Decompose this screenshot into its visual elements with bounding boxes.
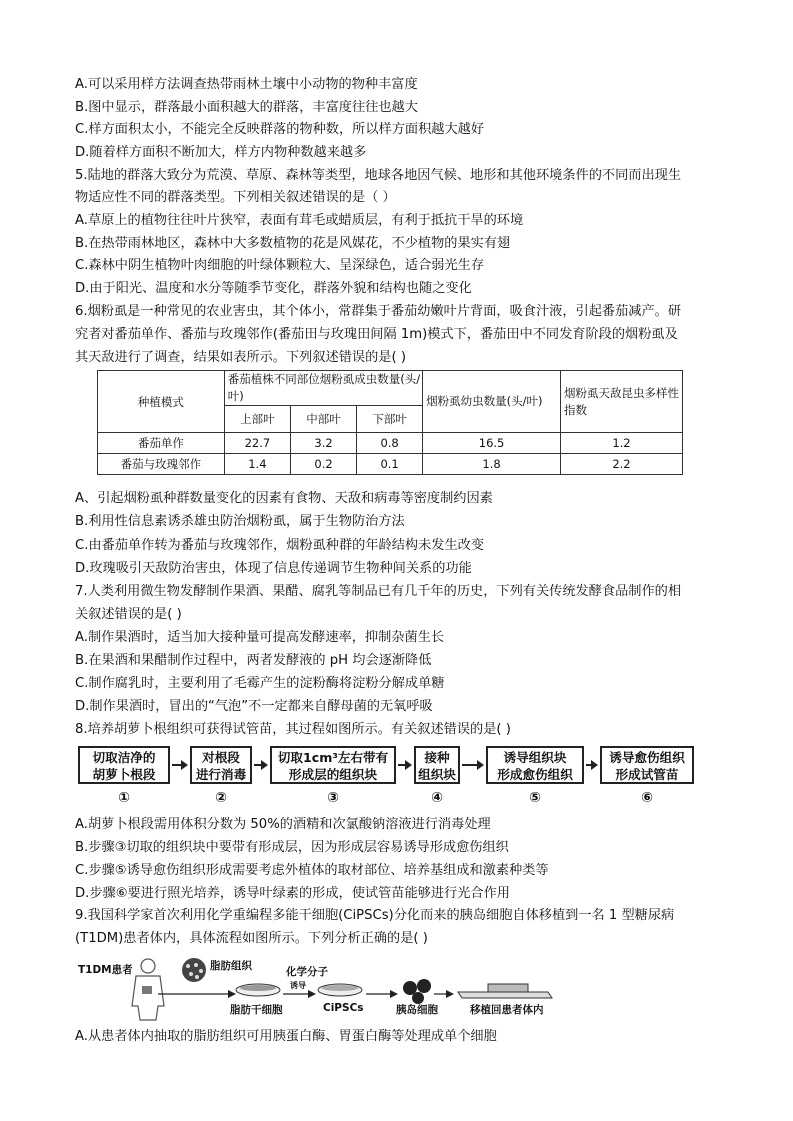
question-text-line: 究者对番茄单作、番茄与玫瑰邻作(番茄田与玫瑰田间隔 1m)模式下，番茄田中不同发育阶段的烟粉虱及 [75, 327, 678, 342]
question-text-line: A.从患者体内抽取的脂肪组织可用胰蛋白酶、胃蛋白酶等处理成单个细胞 [75, 1029, 497, 1044]
flow-arrow [462, 764, 482, 766]
label-cipscs: CiPSCs [323, 1002, 364, 1014]
step-number: ⑤ [529, 790, 541, 806]
row-mode: 番茄单作 [98, 433, 225, 454]
header-upper-leaf: 上部叶 [224, 406, 290, 433]
step-number: ④ [431, 790, 443, 806]
row-middle: 0.2 [290, 454, 356, 475]
question-text-line: 其天敌进行了调查，结果如表所示。下列叙述错误的是( ) [75, 350, 406, 365]
label-fat-stem-cell: 脂肪干细胞 [230, 1004, 283, 1016]
flow-step-text: 组织块 [418, 767, 456, 782]
flow-step-6 [600, 746, 694, 784]
row-middle: 3.2 [290, 433, 356, 454]
question-text-line: 8.培养胡萝卜根组织可获得试管苗，其过程如图所示。有关叙述错误的是( ) [75, 722, 511, 737]
question-text-line: A.草原上的植物往往叶片狭窄，表面有茸毛或蜡质层，有利于抵抗干旱的环境 [75, 213, 524, 228]
question-text-line: 物适应性不同的群落类型。下列相关叙述错误的是（ ） [75, 190, 396, 205]
flow-step-text: 诱导组织块 [503, 750, 567, 765]
question-text-line: C.样方面积太小，不能完全反映群落的物种数，所以样方面积越大越好 [75, 122, 485, 137]
question-text-line: B.步骤③切取的组织块中要带有形成层，因为形成层容易诱导形成愈伤组织 [75, 840, 509, 855]
step-number: ③ [327, 790, 339, 806]
question-text-line: C.步骤⑤诱导愈伤组织形成需要考虑外植体的取材部位、培养基组成和激素种类等 [75, 863, 549, 878]
flow-step-text: 进行消毒 [195, 767, 247, 782]
label-transplant-back: 移植回患者体内 [470, 1004, 544, 1016]
header-planting-mode: 种植模式 [98, 371, 225, 433]
carrot-culture-flowchart [78, 746, 718, 810]
question-text-line: D.由于阳光、温度和水分等随季节变化，群落外貌和结构也随之变化 [75, 281, 472, 296]
row-lower: 0.8 [357, 433, 423, 454]
question-text-line: D.随着样方面积不断加大，样方内物种数越来越多 [75, 145, 367, 160]
question-text-line: A.制作果酒时，适当加大接种量可提高发酵速率，抑制杂菌生长 [75, 630, 445, 645]
label-fat-tissue: 脂肪组织 [210, 960, 252, 972]
question-text-line: (T1DM)患者体内，具体流程如图所示。下列分析正确的是( ) [75, 931, 428, 946]
question-text-line: A、引起烟粉虱种群数量变化的因素有食物、天敌和病毒等密度制约因素 [75, 491, 493, 506]
header-enemy-diversity: 烟粉虱天敌昆虫多样性指数 [560, 371, 682, 433]
question-text-line: 关叙述错误的是( ) [75, 607, 182, 622]
row-nymph: 16.5 [423, 433, 561, 454]
flow-step-text: 形成愈伤组织 [497, 767, 573, 782]
question-text-line: 7.人类利用微生物发酵制作果酒、果醋、腐乳等制品已有几千年的历史，下列有关传统发酵食品制作的相 [75, 584, 682, 599]
question-text-line: B.在热带雨林地区，森林中大多数植物的花是风媒花，不少植物的果实有翅 [75, 236, 511, 251]
question-text-line: D.玫瑰吸引天敌防治害虫，体现了信息传递调节生物种间关系的功能 [75, 561, 472, 576]
question-text-line: B.图中显示，群落最小面积越大的群落，丰富度往往也越大 [75, 100, 418, 115]
question-text-line: 9.我国科学家首次利用化学重编程多能干细胞(CiPSCs)分化而来的胰岛细胞自体移植到一名 1 型糖尿病 [75, 908, 675, 923]
row-upper: 1.4 [224, 454, 290, 475]
question-text-line: B.在果酒和果醋制作过程中，两者发酵液的 pH 均会逐渐降低 [75, 653, 432, 668]
table-row [98, 454, 683, 475]
header-lower-leaf: 下部叶 [357, 406, 423, 433]
flow-step-text: 诱导愈伤组织 [609, 750, 685, 765]
label-induce: 诱导 [290, 981, 306, 990]
flow-step-1 [78, 746, 170, 784]
row-mode: 番茄与玫瑰邻作 [98, 454, 225, 475]
flow-arrow [398, 764, 410, 766]
row-diversity: 2.2 [560, 454, 682, 475]
header-middle-leaf: 中部叶 [290, 406, 356, 433]
question-text-line: B.利用性信息素诱杀雄虫防治烟粉虱，属于生物防治方法 [75, 514, 405, 529]
flow-step-3 [270, 746, 396, 784]
table-row [98, 433, 683, 454]
step-number: ② [215, 790, 227, 806]
flow-step-text: 切取1cm³左右带有 [277, 750, 389, 765]
flow-step-text: 对根段 [202, 750, 240, 765]
flow-arrow [172, 764, 186, 766]
flow-step-text: 接种 [424, 750, 450, 765]
question-text-line: D.制作果酒时，冒出的“气泡”不一定都来自酵母菌的无氧呼吸 [75, 699, 433, 714]
question-text-line: A.可以采用样方法调查热带雨林土壤中小动物的物种丰富度 [75, 77, 418, 92]
flow-step-text: 切取洁净的 [92, 750, 156, 765]
question-text-line: 5.陆地的群落大致分为荒漠、草原、森林等类型，地球各地因气候、地形和其他环境条件的不同而出现生 [75, 168, 682, 183]
flow-step-2 [190, 746, 252, 784]
stem-cell-figure [78, 956, 578, 1022]
question-text-line: 6.烟粉虱是一种常见的农业害虫，其个体小，常群集于番茄幼嫩叶片背面，吸食汁液，引起番茄减产。研 [75, 304, 682, 319]
label-islet-cell: 胰岛细胞 [396, 1004, 438, 1016]
flow-arrow [254, 764, 266, 766]
header-adult-count: 番茄植株不同部位烟粉虱成虫数量(头/叶) [224, 371, 422, 406]
question-text-line: C.制作腐乳时，主要利用了毛霉产生的淀粉酶将淀粉分解成单糖 [75, 676, 445, 691]
flow-arrow [586, 764, 596, 766]
header-nymph-count: 烟粉虱幼虫数量(头/叶) [423, 371, 561, 433]
question-text-line: A.胡萝卜根段需用体积分数为 50%的酒精和次氯酸钠溶液进行消毒处理 [75, 817, 491, 832]
flow-step-text: 胡萝卜根段 [92, 767, 156, 782]
flow-step-4 [414, 746, 460, 784]
flow-step-text: 形成试管苗 [615, 767, 679, 782]
flow-step-text: 形成层的组织块 [288, 767, 378, 782]
question-text-line: D.步骤⑥要进行照光培养，诱导叶绿素的形成，使试管苗能够进行光合作用 [75, 886, 510, 901]
row-nymph: 1.8 [423, 454, 561, 475]
flow-step-5 [486, 746, 584, 784]
aphid-survey-table [97, 370, 683, 475]
row-lower: 0.1 [357, 454, 423, 475]
question-text-line: C.森林中阴生植物叶肉细胞的叶绿体颗粒大、呈深绿色，适合弱光生存 [75, 258, 485, 273]
question-text-line: C.由番茄单作转为番茄与玫瑰邻作，烟粉虱种群的年龄结构未发生改变 [75, 538, 485, 553]
row-upper: 22.7 [224, 433, 290, 454]
step-number: ① [118, 790, 130, 806]
label-chemical: 化学分子 [286, 966, 328, 978]
row-diversity: 1.2 [560, 433, 682, 454]
label-patient: T1DM患者 [78, 964, 133, 976]
step-number: ⑥ [641, 790, 653, 806]
